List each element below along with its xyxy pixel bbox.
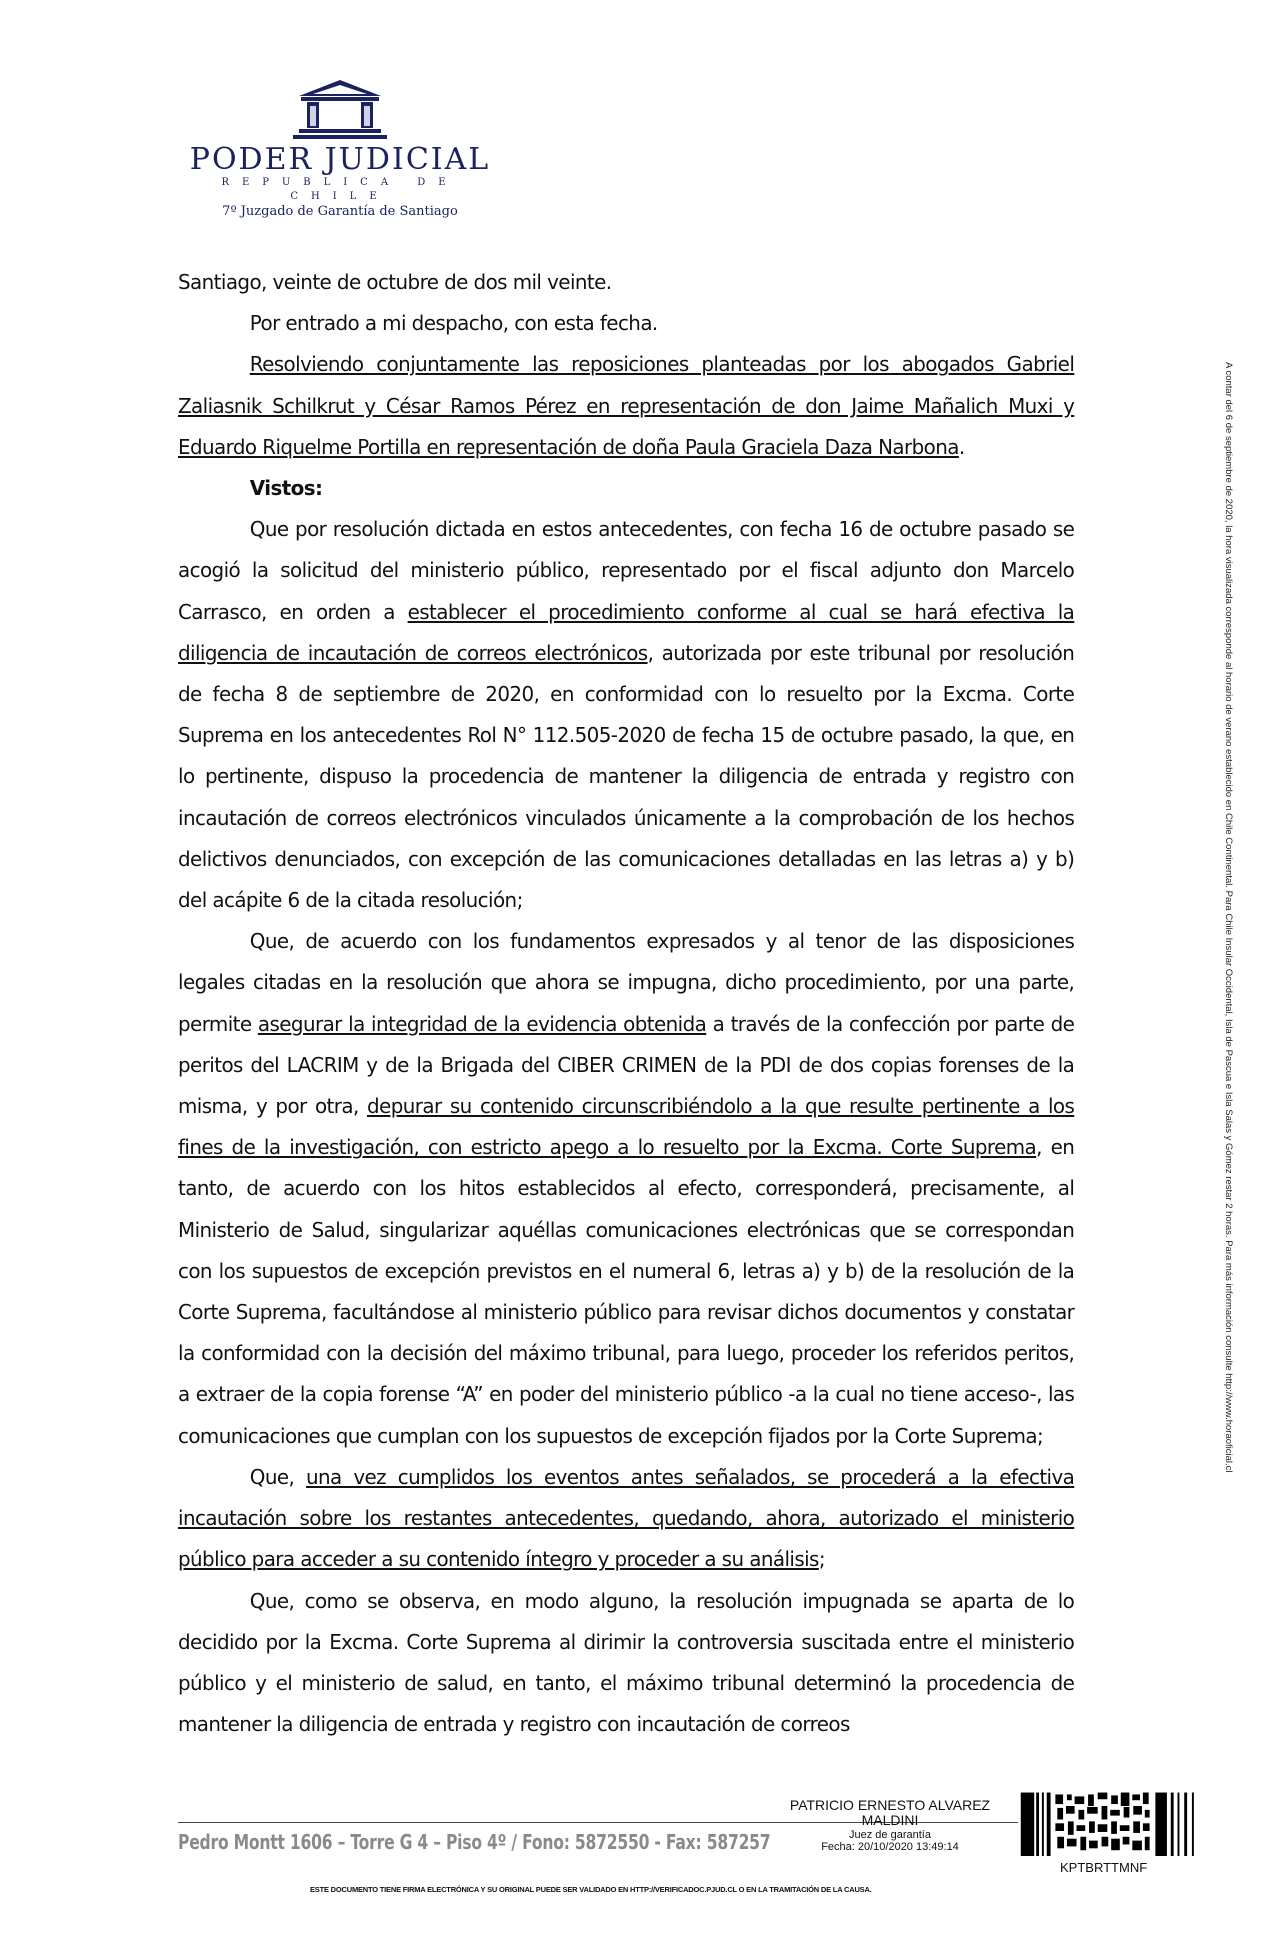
p1-underlined: establecer el procedimiento conforme al cual se hará efectiva la diligencia de incautación de correos electrónicos <box>178 599 1075 665</box>
p3-underlined: una vez cumplidos los eventos antes señalados, se procederá a la efectiva incautación sobre los restantes antecedentes, quedando, ahora, autorizado el ministerio público para acceder a su contenido íntegro y proceder a su análisis <box>178 1464 1075 1572</box>
signature-date: Fecha: 20/10/2020 13:49:14 <box>821 1841 959 1853</box>
electronic-signature <box>770 1798 1010 1853</box>
document-body <box>178 262 1074 1745</box>
p1-text-b: , autorizada por este tribunal por resolución de fecha 8 de septiembre de 2020, en conformidad con lo resuelto por la Excma. Corte Suprema en los antecedentes Rol N° 112.505-2020 de fecha 15 de octubre pasado, la que, en lo pertinente, dispuso la procedencia de mantener la diligencia de entrada y registro con incautación de correos electrónicos vinculados únicamente a la comprobación de los hechos delictivos denunciados, con excepción de las comunicaciones detalladas en las letras a) y b) del acápite 6 de la citada resolución; <box>178 640 1075 913</box>
court-logo <box>180 78 500 228</box>
p2-text-b: a través de la confección por parte de peritos del LACRIM y de la Brigada del CIBER CRIMEN de la PDI de dos copias forenses de la misma, y por otra, <box>178 1011 1075 1119</box>
p2-text-a: Que, de acuerdo con los fundamentos expresados y al tenor de las disposiciones legales citadas en la resolución que ahora se impugna, dicho procedimiento, por una parte, permite <box>178 929 1075 1036</box>
entry-line: Por entrado a mi despacho, con esta fecha. <box>249 311 658 336</box>
signer-name: PATRICIO ERNESTO ALVAREZ MALDINI <box>789 1797 991 1828</box>
p3-text-a: Que, <box>249 1464 306 1489</box>
courthouse-icon <box>285 78 395 140</box>
side-note <box>1222 362 1234 1672</box>
p1-text-a: Que por resolución dictada en estos antecedentes, con fecha 16 de octubre pasado se acogió la solicitud del ministerio público, representado por el fiscal adjunto don Marcelo Carrasco, en orden a <box>178 517 1075 624</box>
p3-text-b: ; <box>818 1547 825 1572</box>
resolving-end: . <box>958 434 965 459</box>
paragraph-3 <box>178 1457 1074 1581</box>
paragraph-4: Que, como se observa, en modo alguno, la resolución impugnada se aparta de lo decidido por la Excma. Corte Suprema al dirimir la controversia suscitada entre el ministerio público y el ministerio de salud, en tanto, el máximo tribunal determinó la procedencia de mantener la diligencia de entrada y registro con incautación de correos <box>178 1588 1075 1737</box>
pdf417-barcode-icon <box>1015 1792 1215 1870</box>
verification-code: KPTBRTTMNF <box>1060 1860 1148 1875</box>
institution-name: PODER JUDICIAL <box>189 142 491 177</box>
date-line: Santiago, veinte de octubre de dos mil veinte. <box>178 270 612 294</box>
p2-underlined-1: asegurar la integridad de la evidencia obtenida <box>257 1011 707 1036</box>
p2-text-c: , en tanto, de acuerdo con los hitos establecidos al efecto, corresponderá, precisamente, al Ministerio de Salud, singularizar aquéllas comunicaciones electrónicas que se correspondan con los supuestos de excepción previstos en el numeral 6, letras a) y b) de la resolución de la Corte Suprema, facultándose al ministerio público para revisar dichos documentos y constatar la conformidad con la decisión del máximo tribunal, para luego, proceder los referidos peritos, a extraer de la copia forense “A” en poder del ministerio público -a la cual no tiene acceso-, las comunicaciones que cumplan con los supuestos de excepción fijados por la Corte Suprema; <box>178 1135 1075 1448</box>
resolving-paragraph <box>178 344 1074 468</box>
paragraph-1 <box>178 509 1074 921</box>
paragraph-2 <box>178 921 1074 1457</box>
signer-role: Juez de garantía <box>849 1829 931 1841</box>
side-note-text: A contar del 6 de septiembre de 2020, la hora visualizada corresponde al horario de verano establecido en Chile Continental. Para Chile Insular Occidental, Isla de Pascua e Isla Salas y Gómez restar 2 horas. Para más información consulte http://www.horaoficial.cl <box>1223 362 1234 1473</box>
court-address: Pedro Montt 1606 – Torre G 4 – Piso 4º / Fono: 5872550 - Fax: 587257 <box>178 1830 771 1854</box>
validation-notice: ESTE DOCUMENTO TIENE FIRMA ELECTRÓNICA Y SU ORIGINAL PUEDE SER VALIDADO EN HTTP://VERIFICADOC.PJUD.CL O EN LA TRAMITACIÓN DE LA CAUSA. <box>310 1885 872 1894</box>
p2-underlined-2: depurar su contenido circunscribiéndolo a la que resulte pertinente a los fines de la investigación, con estricto apego a lo resuelto por la Excma. Corte Suprema <box>178 1094 1075 1160</box>
court-name: 7º Juzgado de Garantía de Santiago <box>222 204 458 219</box>
vistos-heading: Vistos: <box>249 476 323 501</box>
country-name: REPUBLICA DE CHILE <box>221 177 459 202</box>
resolving-text: Resolviendo conjuntamente las reposiciones planteadas por los abogados Gabriel Zaliasnik Schilkrut y César Ramos Pérez en representación de don Jaime Mañalich Muxi y Eduardo Riquelme Portilla en representación de doña Paula Graciela Daza Narbona <box>178 352 1075 459</box>
